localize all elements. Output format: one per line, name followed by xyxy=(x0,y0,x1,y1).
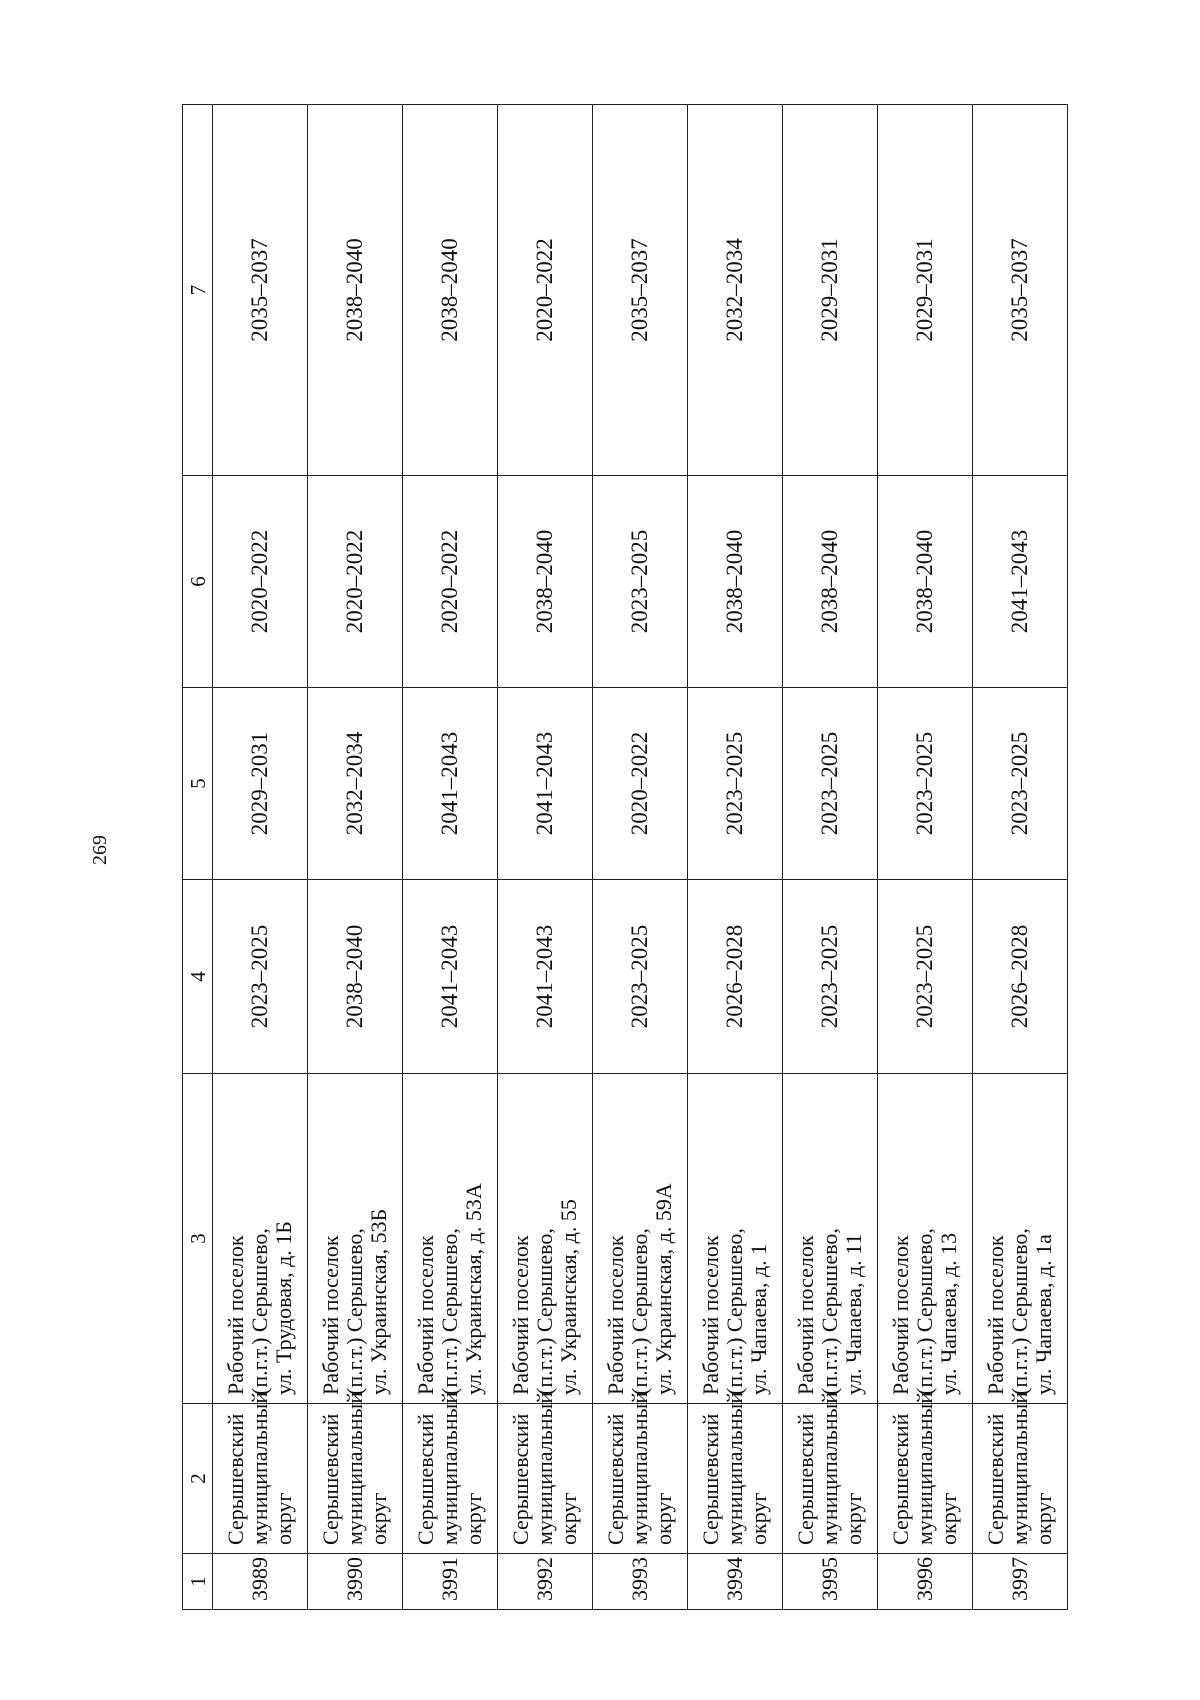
district-line: округ xyxy=(841,1492,866,1545)
row-number-cell: 3996 xyxy=(878,1554,973,1610)
district-line: Серышевский xyxy=(603,1413,628,1545)
period-cell-7: 2035–2037 xyxy=(593,105,688,476)
header-cell-3: 3 xyxy=(183,1074,213,1404)
address-cell xyxy=(213,1074,308,1404)
row-number-cell: 3991 xyxy=(403,1554,498,1610)
district-cell xyxy=(783,1391,878,1554)
address-line: ул. Украинская, 53Б xyxy=(366,1208,391,1395)
address-line: (п.г.т.) Серышево, xyxy=(532,1228,557,1395)
table-row xyxy=(688,105,783,1610)
period-cell-6: 2020–2022 xyxy=(403,476,498,688)
period-cell-5: 2020–2022 xyxy=(593,688,688,880)
district-line: Серышевский xyxy=(508,1413,533,1545)
address-line: ул. Чапаева, д. 1а xyxy=(1031,1234,1056,1395)
address-cell xyxy=(403,1074,498,1404)
address-line: Рабочий поселок xyxy=(793,1235,818,1395)
row-number-cell: 3989 xyxy=(213,1554,308,1610)
table-row xyxy=(403,105,498,1610)
district-line: округ xyxy=(366,1492,391,1545)
address-line: (п.г.т.) Серышево, xyxy=(912,1228,937,1395)
header-cell-7: 7 xyxy=(183,105,213,476)
address-cell xyxy=(783,1074,878,1404)
district-line: муниципальный xyxy=(247,1391,272,1545)
period-cell-6: 2023–2025 xyxy=(593,476,688,688)
address-cell xyxy=(498,1074,593,1404)
period-cell-7: 2038–2040 xyxy=(308,105,403,476)
period-cell-6: 2020–2022 xyxy=(308,476,403,688)
address-line: (п.г.т.) Серышево, xyxy=(627,1228,652,1395)
row-number-cell: 3993 xyxy=(593,1554,688,1610)
period-cell-7: 2038–2040 xyxy=(403,105,498,476)
district-cell xyxy=(403,1391,498,1554)
table-row xyxy=(878,105,973,1610)
table-row xyxy=(498,105,593,1610)
address-line: ул. Украинская, д. 53А xyxy=(461,1183,486,1395)
district-line: муниципальный xyxy=(342,1391,367,1545)
table-row xyxy=(308,105,403,1610)
table-row xyxy=(783,105,878,1610)
district-line: муниципальный xyxy=(722,1391,747,1545)
district-cell xyxy=(878,1391,973,1554)
header-cell-2: 2 xyxy=(183,1404,213,1554)
period-cell-6: 2038–2040 xyxy=(498,476,593,688)
address-line: Рабочий поселок xyxy=(413,1235,438,1395)
address-line: (п.г.т.) Серышево, xyxy=(437,1228,462,1395)
period-cell-6: 2020–2022 xyxy=(213,476,308,688)
period-cell-4: 2026–2028 xyxy=(688,880,783,1074)
period-cell-5: 2041–2043 xyxy=(403,688,498,880)
district-cell xyxy=(973,1391,1068,1554)
period-cell-4: 2023–2025 xyxy=(878,880,973,1074)
address-cell xyxy=(688,1074,783,1404)
row-number-cell: 3997 xyxy=(973,1554,1068,1610)
period-cell-7: 2029–2031 xyxy=(878,105,973,476)
header-cell-4: 4 xyxy=(183,880,213,1074)
period-cell-6: 2038–2040 xyxy=(878,476,973,688)
period-cell-7: 2035–2037 xyxy=(213,105,308,476)
address-line: Рабочий поселок xyxy=(603,1235,628,1395)
district-line: округ xyxy=(746,1492,771,1545)
row-number-cell: 3994 xyxy=(688,1554,783,1610)
address-line: (п.г.т.) Серышево, xyxy=(342,1228,367,1395)
period-cell-6: 2041–2043 xyxy=(973,476,1068,688)
district-line: муниципальный xyxy=(817,1391,842,1545)
period-cell-4: 2023–2025 xyxy=(213,880,308,1074)
table-row xyxy=(973,105,1068,1610)
period-cell-4: 2023–2025 xyxy=(593,880,688,1074)
district-line: округ xyxy=(1031,1492,1056,1545)
address-line: ул. Чапаева, д. 1 xyxy=(746,1243,771,1395)
address-line: ул. Чапаева, д. 13 xyxy=(936,1232,961,1395)
period-cell-4: 2041–2043 xyxy=(498,880,593,1074)
district-line: Серышевский xyxy=(223,1413,248,1545)
header-row xyxy=(183,105,213,1610)
district-line: Серышевский xyxy=(413,1413,438,1545)
district-line: Серышевский xyxy=(888,1413,913,1545)
district-line: муниципальный xyxy=(1007,1391,1032,1545)
district-line: муниципальный xyxy=(437,1391,462,1545)
address-line: Рабочий поселок xyxy=(318,1235,343,1395)
table-row xyxy=(593,105,688,1610)
period-cell-4: 2038–2040 xyxy=(308,880,403,1074)
address-line: (п.г.т.) Серышево, xyxy=(247,1228,272,1395)
address-line: (п.г.т.) Серышево, xyxy=(1007,1228,1032,1395)
period-cell-5: 2029–2031 xyxy=(213,688,308,880)
table-row xyxy=(213,105,308,1610)
district-line: Серышевский xyxy=(983,1413,1008,1545)
address-line: ул. Трудовая, д. 1Б xyxy=(271,1221,296,1395)
schedule-table xyxy=(182,104,1068,1610)
row-number-cell: 3992 xyxy=(498,1554,593,1610)
district-cell xyxy=(213,1391,308,1554)
district-line: округ xyxy=(461,1492,486,1545)
period-cell-5: 2032–2034 xyxy=(308,688,403,880)
address-line: Рабочий поселок xyxy=(698,1235,723,1395)
period-cell-6: 2038–2040 xyxy=(688,476,783,688)
district-line: округ xyxy=(271,1492,296,1545)
period-cell-5: 2023–2025 xyxy=(688,688,783,880)
header-cell-1: 1 xyxy=(183,1554,213,1610)
period-cell-4: 2023–2025 xyxy=(783,880,878,1074)
district-line: округ xyxy=(936,1492,961,1545)
district-cell xyxy=(308,1391,403,1554)
period-cell-5: 2023–2025 xyxy=(973,688,1068,880)
period-cell-4: 2041–2043 xyxy=(403,880,498,1074)
district-line: округ xyxy=(651,1492,676,1545)
address-cell xyxy=(308,1074,403,1404)
address-line: Рабочий поселок xyxy=(223,1235,248,1395)
period-cell-5: 2023–2025 xyxy=(783,688,878,880)
row-number-cell: 3990 xyxy=(308,1554,403,1610)
district-cell xyxy=(688,1391,783,1554)
page-number: 269 xyxy=(89,835,111,865)
header-cell-6: 6 xyxy=(183,476,213,688)
address-cell xyxy=(973,1074,1068,1404)
period-cell-6: 2038–2040 xyxy=(783,476,878,688)
district-line: Серышевский xyxy=(793,1413,818,1545)
address-cell xyxy=(878,1074,973,1404)
table-container xyxy=(182,105,1057,1610)
address-line: Рабочий поселок xyxy=(508,1235,533,1395)
address-line: ул. Украинская, д. 59А xyxy=(651,1183,676,1395)
address-line: (п.г.т.) Серышево, xyxy=(817,1228,842,1395)
period-cell-7: 2035–2037 xyxy=(973,105,1068,476)
period-cell-4: 2026–2028 xyxy=(973,880,1068,1074)
district-cell xyxy=(593,1391,688,1554)
header-cell-5: 5 xyxy=(183,688,213,880)
district-line: округ xyxy=(556,1492,581,1545)
address-line: ул. Украинская, д. 55 xyxy=(556,1199,581,1395)
district-cell xyxy=(498,1391,593,1554)
row-number-cell: 3995 xyxy=(783,1554,878,1610)
period-cell-7: 2029–2031 xyxy=(783,105,878,476)
district-line: муниципальный xyxy=(912,1391,937,1545)
district-line: Серышевский xyxy=(698,1413,723,1545)
address-line: (п.г.т.) Серышево, xyxy=(722,1228,747,1395)
address-line: Рабочий поселок xyxy=(888,1235,913,1395)
district-line: Серышевский xyxy=(318,1413,343,1545)
table-body xyxy=(183,105,1068,1610)
period-cell-5: 2041–2043 xyxy=(498,688,593,880)
district-line: муниципальный xyxy=(532,1391,557,1545)
address-line: ул. Чапаева, д. 11 xyxy=(841,1233,866,1395)
address-line: Рабочий поселок xyxy=(983,1235,1008,1395)
period-cell-5: 2023–2025 xyxy=(878,688,973,880)
period-cell-7: 2020–2022 xyxy=(498,105,593,476)
address-cell xyxy=(593,1074,688,1404)
district-line: муниципальный xyxy=(627,1391,652,1545)
period-cell-7: 2032–2034 xyxy=(688,105,783,476)
